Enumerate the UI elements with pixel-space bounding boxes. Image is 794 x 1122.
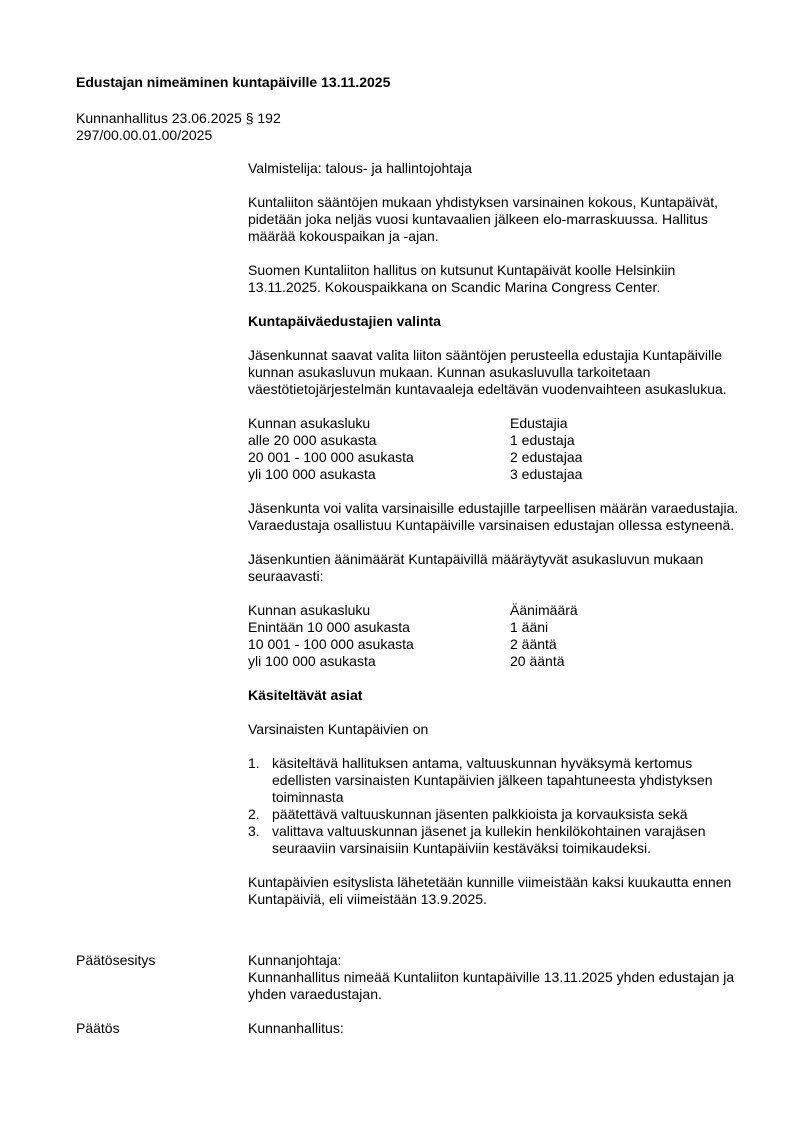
paragraph-4: Jäsenkunta voi valita varsinaisille edustajille tarpeellisen määrän varaedustajia. Varaedustaja osallistuu Kuntapäiville varsinaisen edustajan ollessa estyneenä. xyxy=(248,500,739,533)
list-item xyxy=(248,823,748,857)
proposal-block xyxy=(248,952,748,1003)
decision-author: Kunnanhallitus: xyxy=(248,1020,344,1036)
table-header-cell: Edustajia xyxy=(510,415,568,431)
list-text: käsiteltävä hallituksen antama, valtuuskunnan hyväksymä kertomus edellisten varsinaisten Kuntapäivien jälkeen tapahtuneesta yhdistyksen toiminnasta xyxy=(272,755,713,805)
table-cell: 20 001 - 100 000 asukasta xyxy=(248,449,414,465)
paragraph-7: Kuntapäivien esityslista lähetetään kunnille viimeistään kaksi kuukautta ennen Kuntapäiviä, eli viimeistään 13.9.2025. xyxy=(248,874,732,907)
meeting-meta xyxy=(76,110,281,144)
table-cell: 1 edustaja xyxy=(510,432,575,448)
table-header-cell: Kunnan asukasluku xyxy=(248,602,371,618)
list-number: 3. xyxy=(248,823,260,839)
paragraph-6: Varsinaisten Kuntapäivien on xyxy=(248,721,429,737)
table-header-cell: Äänimäärä xyxy=(510,602,578,618)
agenda-list xyxy=(248,755,748,857)
table-cell: 2 ääntä xyxy=(510,636,557,652)
table-row xyxy=(248,449,748,466)
table-cell: yli 100 000 asukasta xyxy=(248,466,376,482)
list-text: päätettävä valtuuskunnan jäsenten palkkioista ja korvauksista sekä xyxy=(272,806,688,822)
heading-agenda: Käsiteltävät asiat xyxy=(248,687,363,703)
paragraph-2: Suomen Kuntaliiton hallitus on kutsunut Kuntapäivät koolle Helsinkiin 13.11.2025. Kokouspaikkana on Scandic Marina Congress Center. xyxy=(248,262,676,295)
representatives-table xyxy=(248,415,748,483)
proposal-text: Kunnanhallitus nimeää Kuntaliiton kuntapäiville 13.11.2025 yhden edustajan ja yhden varaedustajan. xyxy=(248,969,735,1002)
preparer: Valmistelija: talous- ja hallintojohtaja xyxy=(248,160,472,176)
table-row xyxy=(248,653,748,670)
proposal-author: Kunnanjohtaja: xyxy=(248,952,342,968)
proposal-label: Päätösesitys xyxy=(76,952,156,968)
meeting-reference: Kunnanhallitus 23.06.2025 § 192 xyxy=(76,110,281,126)
table-header-row xyxy=(248,602,748,619)
paragraph-3: Jäsenkunnat saavat valita liiton sääntöjen perusteella edustajia Kuntapäiville kunnan asukasluvun mukaan. Kunnan asukasluvulla tarkoitetaan väestötietojärjestelmän kuntavaaleja edeltävän vuodenvaihteen asukaslukua. xyxy=(248,347,727,397)
table-cell: 2 edustajaa xyxy=(510,449,583,465)
paragraph-1: Kuntaliiton sääntöjen mukaan yhdistyksen varsinainen kokous, Kuntapäivät, pidetään joka neljäs vuosi kuntavaalien jälkeen elo-marraskuussa. Hallitus määrää kokouspaikan ja -ajan. xyxy=(248,194,719,244)
heading-representatives: Kuntapäiväedustajien valinta xyxy=(248,313,441,329)
document-body xyxy=(248,160,748,925)
table-row xyxy=(248,619,748,636)
list-text: valittava valtuuskunnan jäsenet ja kullekin henkilökohtainen varajäsen seuraaviin varsinaisiin Kuntapäiviin kestäväksi toimikaudeksi. xyxy=(272,823,706,856)
table-row xyxy=(248,466,748,483)
table-cell: 3 edustajaa xyxy=(510,466,583,482)
votes-table xyxy=(248,602,748,670)
table-cell: alle 20 000 asukasta xyxy=(248,432,377,448)
list-number: 2. xyxy=(248,806,260,822)
table-cell: 20 ääntä xyxy=(510,653,565,669)
list-number: 1. xyxy=(248,755,260,771)
table-header-row xyxy=(248,415,748,432)
list-item xyxy=(248,806,748,823)
table-header-cell: Kunnan asukasluku xyxy=(248,415,371,431)
list-item xyxy=(248,755,748,806)
table-cell: 10 001 - 100 000 asukasta xyxy=(248,636,414,652)
case-number: 297/00.00.01.00/2025 xyxy=(76,127,213,143)
table-cell: Enintään 10 000 asukasta xyxy=(248,619,410,635)
decision-block xyxy=(248,1020,748,1037)
table-row xyxy=(248,636,748,653)
table-cell: yli 100 000 asukasta xyxy=(248,653,376,669)
paragraph-5: Jäsenkuntien äänimäärät Kuntapäivillä määräytyvät asukasluvun mukaan seuraavasti: xyxy=(248,551,704,584)
table-cell: 1 ääni xyxy=(510,619,549,635)
decision-label: Päätös xyxy=(76,1020,120,1036)
table-row xyxy=(248,432,748,449)
document-title: Edustajan nimeäminen kuntapäiville 13.11.2025 xyxy=(76,74,391,90)
